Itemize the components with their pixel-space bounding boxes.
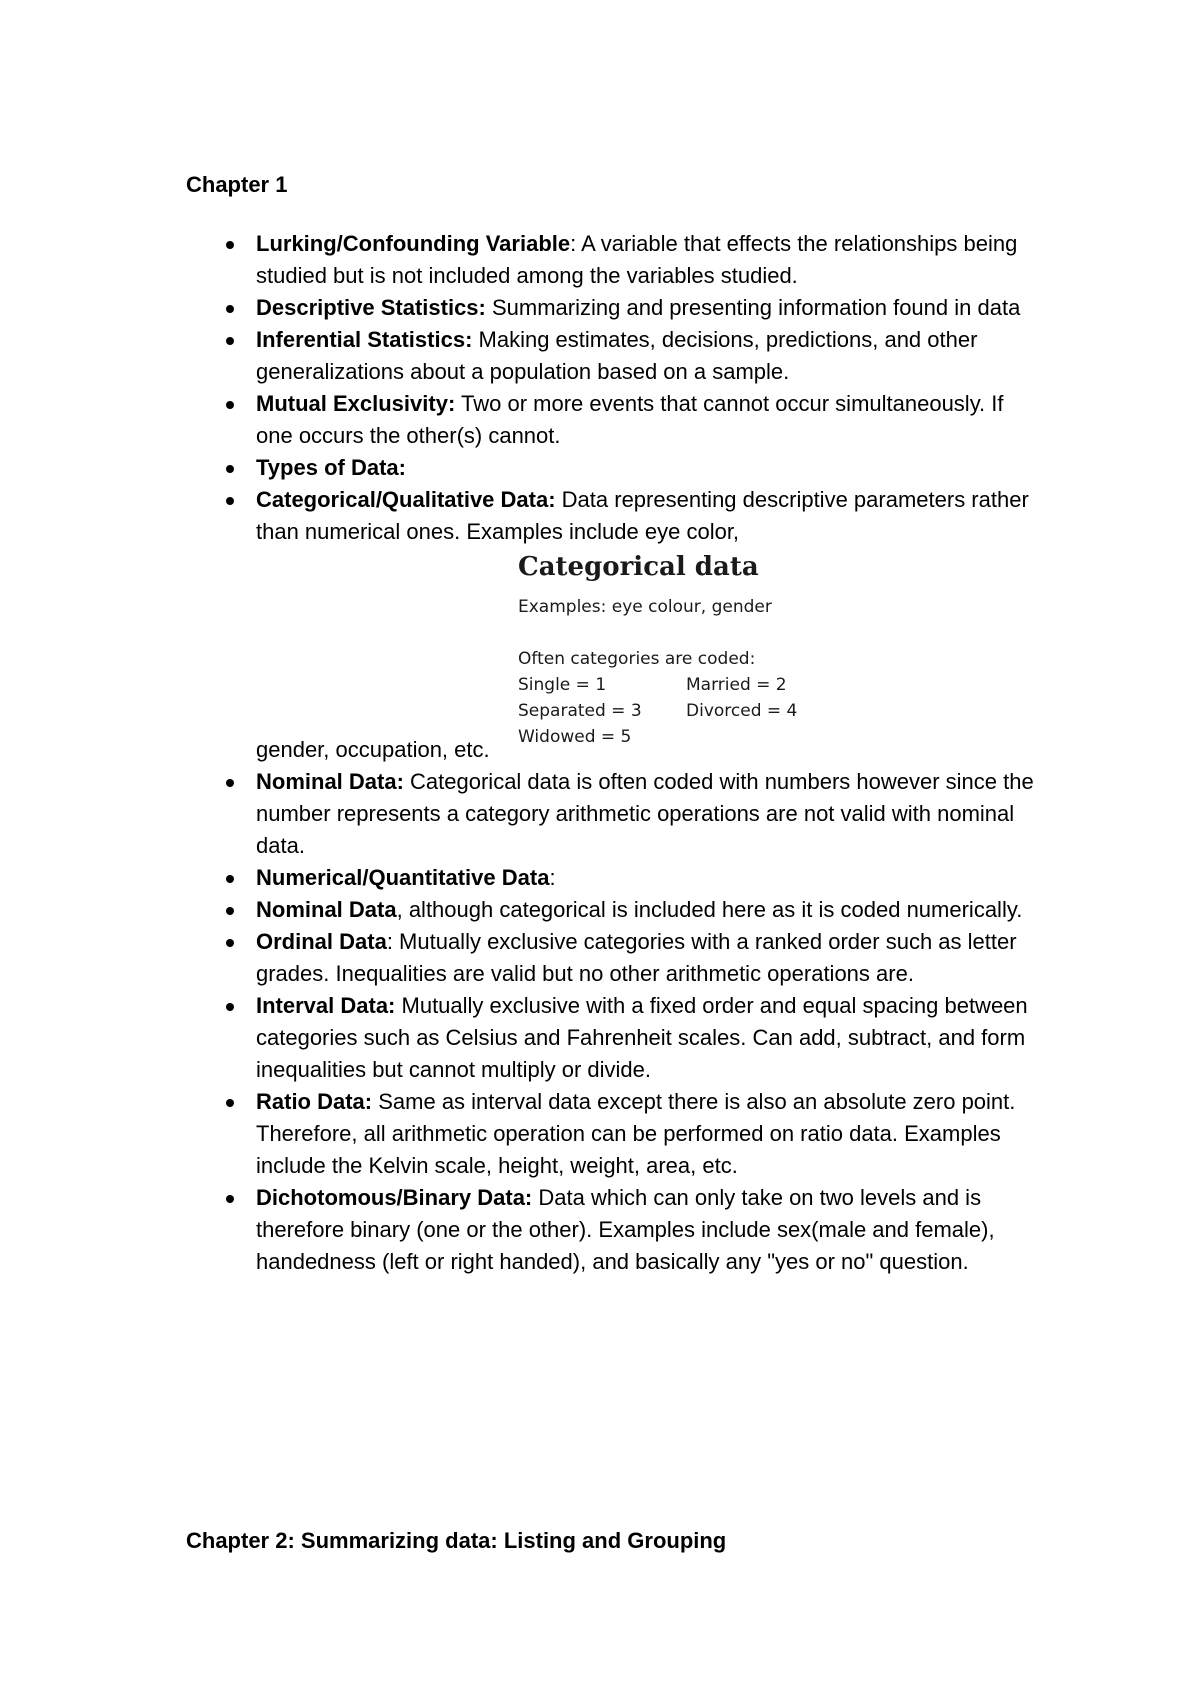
bullet-icon	[226, 401, 234, 409]
bullet-icon	[226, 875, 234, 883]
figure-code-row	[518, 672, 858, 698]
list-item	[256, 1086, 1046, 1182]
bullet-icon	[226, 1195, 234, 1203]
definition: Making estimates, decisions, predictions, and other generalizations about a population based on a sample.	[256, 327, 978, 384]
term: Nominal Data	[256, 897, 397, 922]
definition: : Mutually exclusive categories with a ranked order such as letter grades. Inequalities are valid but no other arithmetic operations are.	[256, 929, 1017, 986]
figure-coded-intro: Often categories are coded:	[518, 649, 756, 669]
bullet-icon	[226, 779, 234, 787]
code-cell: Single = 1	[518, 675, 607, 695]
term: Categorical/Qualitative Data:	[256, 487, 556, 512]
definition: Same as interval data except there is also an absolute zero point. Therefore, all arithmetic operation can be performed on ratio data. Examples include the Kelvin scale, height, weight, area, etc.	[256, 1089, 1016, 1178]
term: Ordinal Data	[256, 929, 387, 954]
code-cell: Widowed = 5	[518, 727, 632, 747]
term: Mutual Exclusivity:	[256, 391, 456, 416]
list-item	[256, 388, 1046, 452]
term: Nominal Data:	[256, 769, 404, 794]
term: Numerical/Quantitative Data	[256, 865, 550, 890]
list-item	[256, 228, 1046, 292]
term: Inferential Statistics:	[256, 327, 473, 352]
bullet-icon	[226, 305, 234, 313]
list-item	[256, 766, 1046, 862]
code-cell: Divorced = 4	[686, 701, 798, 721]
list-item	[256, 292, 1046, 324]
definition: : A variable that effects the relationships being studied but is not included among the variables studied.	[256, 231, 1018, 288]
term: Types of Data:	[256, 455, 406, 480]
figure-code-row	[518, 698, 858, 724]
bullet-icon	[226, 907, 234, 915]
list-item	[256, 324, 1046, 388]
bullet-icon	[226, 939, 234, 947]
list-item	[256, 484, 1046, 766]
term: Dichotomous/Binary Data:	[256, 1185, 533, 1210]
definition-continued: gender, occupation, etc.	[256, 737, 490, 762]
list-item	[256, 894, 1046, 926]
bullet-icon	[226, 241, 234, 249]
definition: Data which can only take on two levels and is therefore binary (one or the other). Examples include sex(male and female), handedness (left or right handed), and basically any "yes or no" question.	[256, 1185, 995, 1274]
list-item	[256, 452, 1046, 484]
chapter-1-bullet-list	[256, 228, 1046, 1278]
bullet-icon	[226, 497, 234, 505]
definition: Two or more events that cannot occur simultaneously. If one occurs the other(s) cannot.	[256, 391, 1004, 448]
figure-examples: Examples: eye colour, gender	[518, 597, 772, 617]
bullet-icon	[226, 465, 234, 473]
code-cell: Married = 2	[686, 675, 787, 695]
figure-title: Categorical data	[518, 552, 759, 582]
list-item	[256, 862, 1046, 894]
term: Descriptive Statistics:	[256, 295, 486, 320]
definition: :	[549, 865, 556, 890]
chapter-2-heading: Chapter 2: Summarizing data: Listing and Grouping	[186, 1528, 727, 1553]
term: Interval Data:	[256, 993, 396, 1018]
definition: Summarizing and presenting information found in data	[485, 295, 1021, 320]
list-item	[256, 990, 1046, 1086]
definition: Data representing descriptive parameters rather than numerical ones. Examples include eye color,	[256, 487, 1029, 544]
list-item	[256, 926, 1046, 990]
bullet-icon	[226, 1099, 234, 1107]
definition: Mutually exclusive with a fixed order and equal spacing between categories such as Celsius and Fahrenheit scales. Can add, subtract, and form inequalities but cannot multiply or divide.	[256, 993, 1028, 1082]
definition: Categorical data is often coded with numbers however since the number represents a category arithmetic operations are not valid with nominal data.	[256, 769, 1034, 858]
definition: , although categorical is included here as it is coded numerically.	[396, 897, 1023, 922]
bullet-icon	[226, 337, 234, 345]
list-item	[256, 1182, 1046, 1278]
code-cell: Separated = 3	[518, 701, 642, 721]
term: Ratio Data:	[256, 1089, 373, 1114]
categorical-data-figure	[256, 548, 1046, 748]
figure-code-row	[518, 724, 858, 750]
bullet-icon	[226, 1003, 234, 1011]
term: Lurking/Confounding Variable	[256, 231, 571, 256]
chapter-1-heading: Chapter 1	[186, 172, 288, 197]
